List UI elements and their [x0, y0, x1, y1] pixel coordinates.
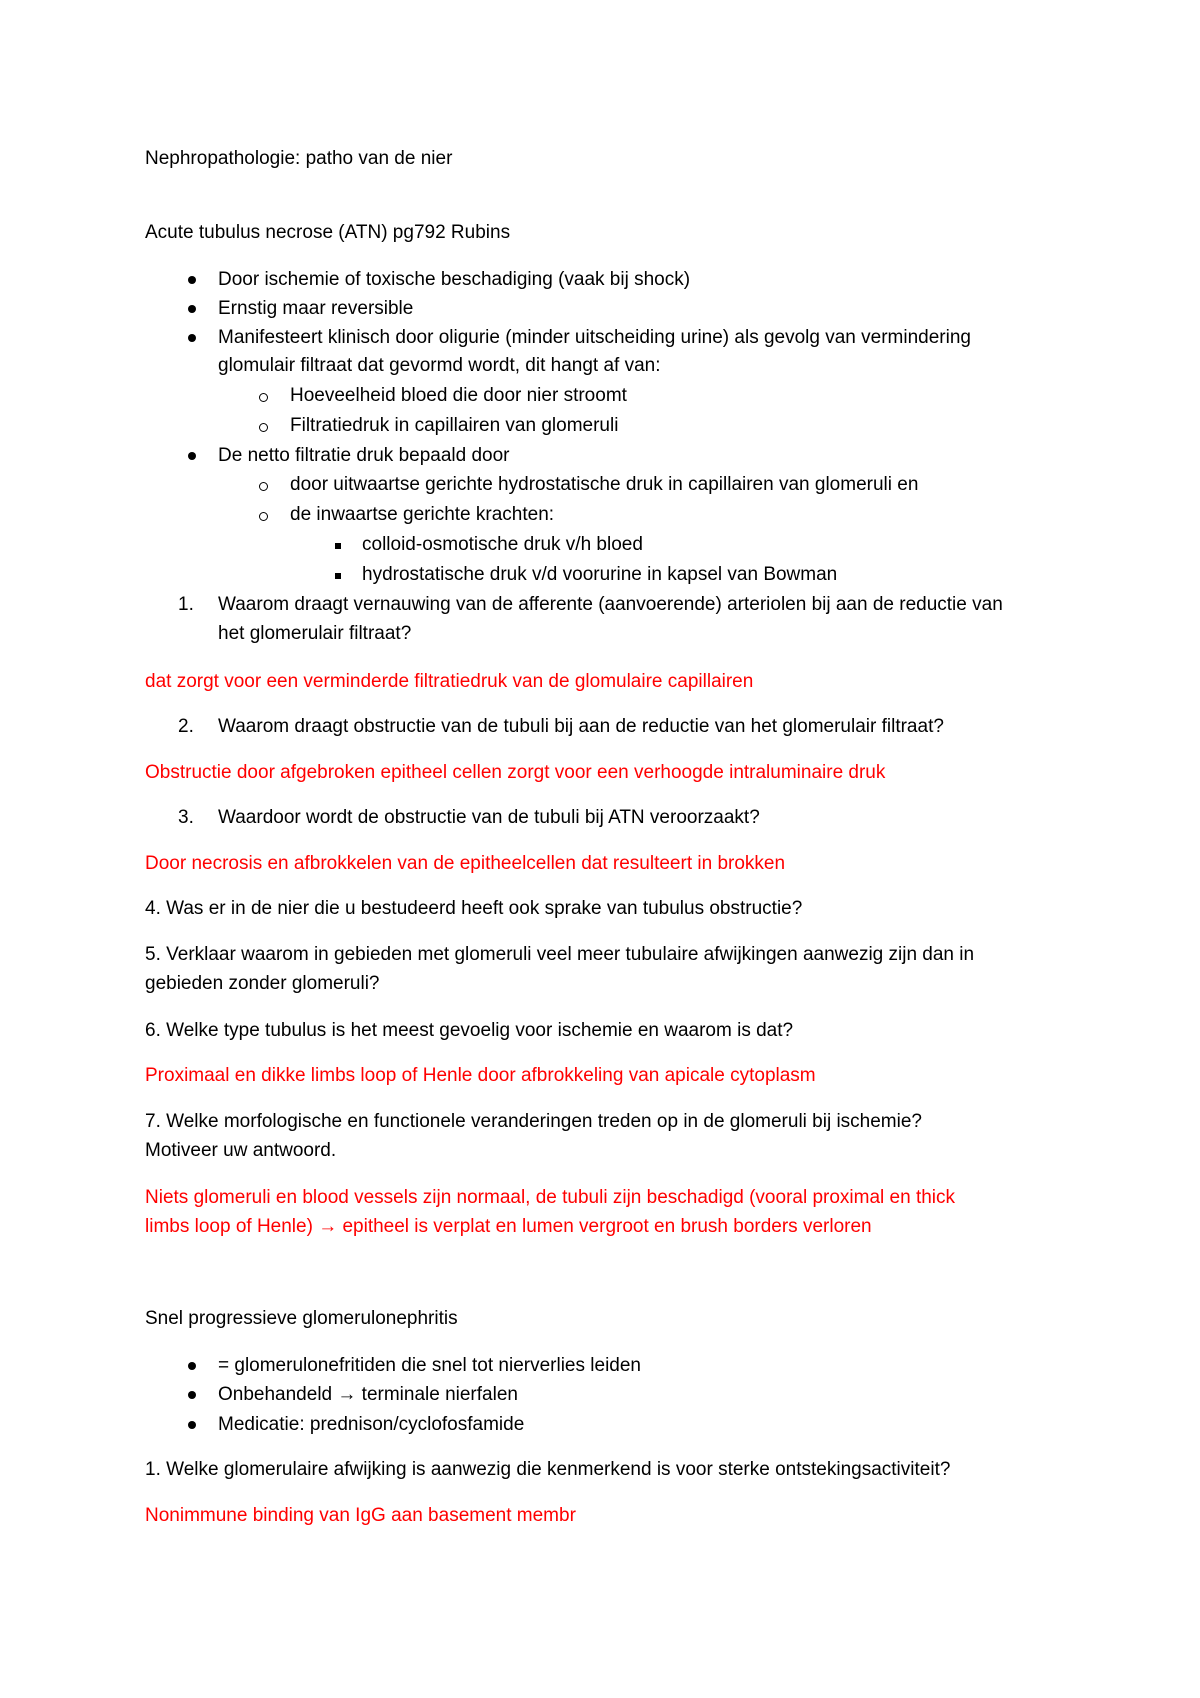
section-heading-atn: Acute tubulus necrose (ATN) pg792 Rubins — [145, 222, 511, 243]
sub-list-item: Hoeveelheid bloed die door nier stroomt — [290, 385, 627, 406]
sub-list-item: Filtratiedruk in capillairen van glomeruli — [290, 415, 619, 436]
circle-bullet-icon — [259, 423, 268, 432]
question-text: Waarom draagt vernauwing van de afferente (aanvoerende) arteriolen bij aan de reductie van — [218, 594, 1003, 615]
question-text-continuation: Motiveer uw antwoord. — [145, 1140, 337, 1161]
answer-text-continuation: limbs loop of Henle) → epitheel is verplat en lumen vergroot en brush borders verloren — [145, 1216, 872, 1237]
sub-list-item: door uitwaartse gerichte hydrostatische druk in capillairen van glomeruli en — [290, 474, 919, 495]
sub-sub-list-item: colloid-osmotische druk v/h bloed — [362, 534, 643, 555]
answer-text: dat zorgt voor een verminderde filtratiedruk van de glomulaire capillairen — [145, 671, 754, 692]
circle-bullet-icon — [259, 482, 268, 491]
question-text: 6. Welke type tubulus is het meest gevoelig voor ischemie en waarom is dat? — [145, 1020, 794, 1041]
section-heading-rpgn: Snel progressieve glomerulonephritis — [145, 1308, 458, 1329]
answer-text: Proximaal en dikke limbs loop of Henle door afbrokkeling van apicale cytoplasm — [145, 1065, 816, 1086]
question-text: 4. Was er in de nier die u bestudeerd heeft ook sprake van tubulus obstructie? — [145, 898, 803, 919]
circle-bullet-icon — [259, 512, 268, 521]
sub-sub-list-item: hydrostatische druk v/d voorurine in kapsel van Bowman — [362, 564, 838, 585]
list-item: Door ischemie of toxische beschadiging (vaak bij shock) — [218, 269, 691, 290]
list-item: Ernstig maar reversible — [218, 298, 414, 319]
question-text-continuation: het glomerulair filtraat? — [218, 623, 412, 644]
question-number: 1. — [178, 594, 194, 615]
answer-text: Door necrosis en afbrokkelen van de epitheelcellen dat resulteert in brokken — [145, 853, 786, 874]
answer-text: Niets glomeruli en blood vessels zijn normaal, de tubuli zijn beschadigd (vooral proximal en thick — [145, 1187, 956, 1208]
question-number: 3. — [178, 807, 194, 828]
circle-bullet-icon — [259, 393, 268, 402]
question-text: Waarom draagt obstructie van de tubuli bij aan de reductie van het glomerulair filtraat? — [218, 716, 944, 737]
list-item-continuation: glomulair filtraat dat gevormd wordt, dit hangt af van: — [218, 355, 661, 376]
bullet-icon — [188, 305, 196, 313]
bullet-icon — [188, 452, 196, 460]
list-item: Onbehandeld → terminale nierfalen — [218, 1384, 518, 1405]
answer-text: Nonimmune binding van IgG aan basement membr — [145, 1505, 576, 1526]
question-number: 2. — [178, 716, 194, 737]
bullet-icon — [188, 334, 196, 342]
question-text: Waardoor wordt de obstructie van de tubuli bij ATN veroorzaakt? — [218, 807, 760, 828]
question-text: 7. Welke morfologische en functionele veranderingen treden op in de glomeruli bij ischemie? — [145, 1111, 922, 1132]
answer-text: Obstructie door afgebroken epitheel cellen zorgt voor een verhoogde intraluminaire druk — [145, 762, 886, 783]
list-item: Manifesteert klinisch door oligurie (minder uitscheiding urine) als gevolg van vermindering — [218, 327, 971, 348]
list-item: De netto filtratie druk bepaald door — [218, 445, 510, 466]
question-text: 5. Verklaar waarom in gebieden met glomeruli veel meer tubulaire afwijkingen aanwezig zijn dan in — [145, 944, 975, 965]
list-item: Medicatie: prednison/cyclofosfamide — [218, 1414, 525, 1435]
bullet-icon — [188, 1362, 196, 1370]
sub-list-item: de inwaartse gerichte krachten: — [290, 504, 555, 525]
question-text: 1. Welke glomerulaire afwijking is aanwezig die kenmerkend is voor sterke ontstekingsactiviteit? — [145, 1459, 951, 1480]
bullet-icon — [188, 1421, 196, 1429]
bullet-icon — [188, 1391, 196, 1399]
square-bullet-icon — [335, 543, 341, 549]
page-title: Nephropathologie: patho van de nier — [145, 148, 453, 169]
list-item: = glomerulonefritiden die snel tot nierverlies leiden — [218, 1355, 641, 1376]
square-bullet-icon — [335, 573, 341, 579]
question-text-continuation: gebieden zonder glomeruli? — [145, 973, 380, 994]
bullet-icon — [188, 276, 196, 284]
